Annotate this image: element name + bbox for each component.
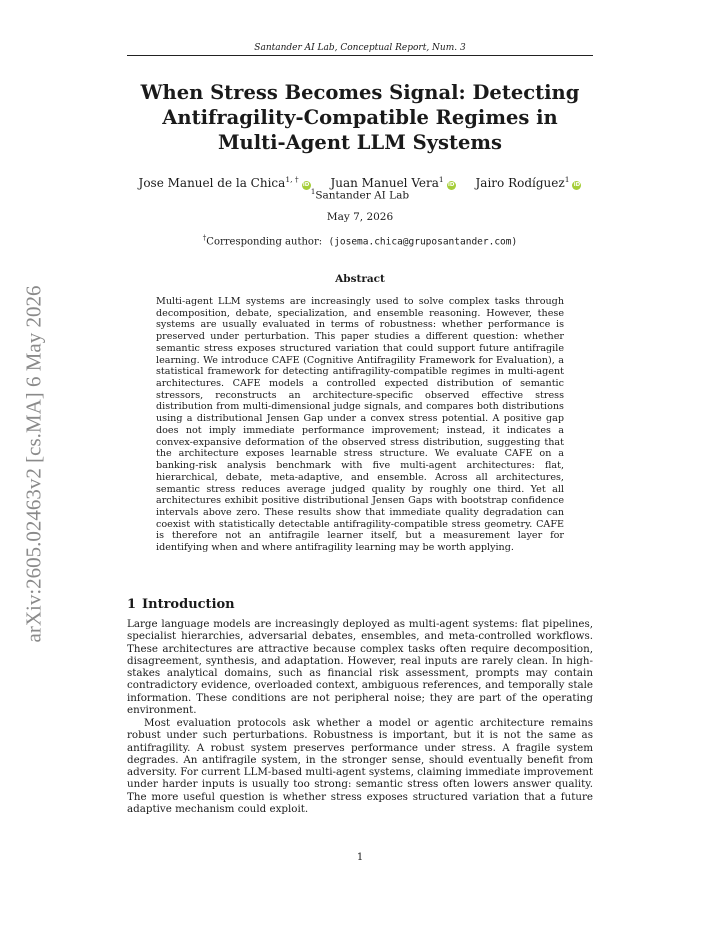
section-number: 1 [127, 597, 137, 612]
orcid-icon[interactable]: iD [573, 182, 581, 188]
author-name: Juan Manuel Vera [330, 176, 439, 190]
paper-title: When Stress Becomes Signal: Detecting Antifragility-Compatible Regimes in Multi-Agent LLM Systems [140, 81, 580, 154]
author-marks: 1 [564, 175, 570, 184]
orcid-icon[interactable]: iD [447, 182, 455, 188]
corresponding-email[interactable]: (josema.chica@gruposantander.com) [328, 236, 518, 248]
page-number: 1 [356, 852, 364, 863]
affiliation-name: Santander AI Lab [315, 189, 410, 202]
body-paragraph: Large language models are increasingly deployed as multi-agent systems: flat pipelines, specialist hierarchies, adversarial debates, ensembles, and meta-controlled workflows. These architectures are attractive because complex tasks often require decomposition, disagreement, synthesis, and adaptation. However, real inputs are rarely clean. In high-stakes analytical domains, such as financial risk assessment, prompts may contain contradictory evidence, overloaded context, ambiguous references, and temporally stale information. These conditions are not peripheral noise; they are part of the operating environment. [127, 618, 593, 717]
orcid-icon[interactable]: iD [302, 182, 310, 188]
author-name: Jose Manuel de la Chica [138, 176, 286, 190]
affiliation-mark: 1 [310, 188, 316, 196]
corresponding-author [127, 234, 593, 247]
corresponding-mark: † [202, 234, 207, 242]
author-name: Jairo Rodíguez [475, 176, 565, 190]
affiliation [127, 188, 593, 202]
corresponding-label: Corresponding author: [206, 236, 323, 248]
author-marks: 1, † [285, 175, 299, 184]
arxiv-stamp-text: arXiv:2605.02463v2 [cs.MA] 6 May 2026 [21, 285, 46, 643]
header-rule [127, 55, 593, 56]
abstract-text: Multi-agent LLM systems are increasingly used to solve complex tasks through decomposition, debate, specialization, and ensemble reasoning. However, these systems are usually evaluated in terms of robustness: whether performance is preserved under perturbation. This paper studies a different question: whether semantic stress exposes structured variation that could support future antifragile learning. We introduce CAFE (Cognitive Antifragility Framework for Evaluation), a statistical framework for detecting antifragility-compatible regimes in multi-agent architectures. CAFE models a controlled expected distribution of semantic stressors, reconstructs an architecture-specific observed effective stress distribution from multi-dimensional judge signals, and compares both distributions using a distributional Jensen Gap under a convex stress potential. A positive gap does not imply immediate performance improvement; instead, it indicates a convex-expansive deformation of the observed stress distribution, suggesting that the architecture exposes learnable stress structure. We evaluate CAFE on a banking-risk analysis benchmark with five multi-agent architectures: flat, hierarchical, debate, meta-adaptive, and ensemble. Across all architectures, semantic stress reduces average judged quality by roughly one third. Yet all architectures exhibit positive distributional Jensen Gaps with bootstrap confidence intervals above zero. These results show that immediate quality degradation can coexist with statistically detectable antifragility-compatible stress geometry. CAFE is therefore not an antifragile learner itself, but a measurement layer for identifying when and where antifragility learning may be worth applying. [156, 296, 564, 554]
section-title: Introduction [142, 597, 235, 612]
running-head: Santander AI Lab, Conceptual Report, Num. 3 [254, 43, 466, 53]
body-paragraph: Most evaluation protocols ask whether a model or agentic architecture remains robust under such perturbations. Robustness is important, but it is not the same as antifragility. A robust system preserves performance under stress. A fragile system degrades. An antifragile system, in the stronger sense, should eventually benefit from adversity. For current LLM-based multi-agent systems, claiming immediate improvement under harder inputs is usually too strong: semantic stress often lowers answer quality. The more useful question is whether stress exposes structured variation that a future adaptive mechanism could exploit. [127, 717, 593, 816]
author-marks: 1 [438, 175, 444, 184]
section-heading [127, 597, 235, 612]
abstract-heading: Abstract [335, 273, 385, 285]
publication-date: May 7, 2026 [326, 211, 394, 223]
